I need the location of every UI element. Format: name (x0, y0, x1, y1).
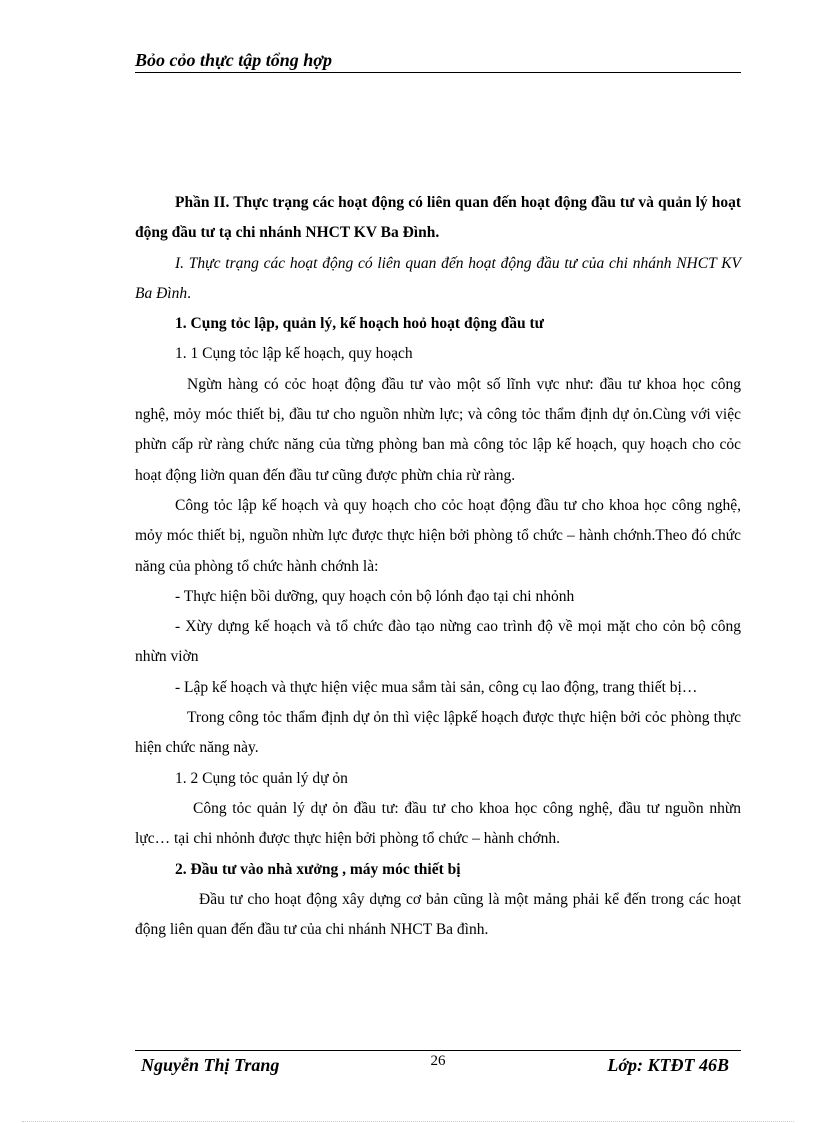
page-edge-divider (22, 1121, 794, 1122)
header-title: Bỏo cỏo thực tập tổng hợp (135, 50, 332, 70)
list-item-3: - Lập kế hoạch và thực hiện việc mua sắm tài sản, công cụ lao động, trang thiết bị… (175, 678, 698, 696)
list-item-2: - Xừy dựng kế hoạch và tổ chức đào tạo nừng cao trình độ về mọi mặt cho cỏn bộ công nhừn viờn (135, 618, 741, 666)
section-heading (135, 249, 741, 310)
section-heading-text: I. Thực trạng các hoạt động có liên quan đến hoạt động đầu tư của chi nhánh NHCT KV Ba Đình (135, 254, 741, 302)
paragraph-4: Công tỏc quản lý dự ỏn đầu tư: đầu tư cho khoa học công nghệ, đầu tư nguồn nhừn lực… tại chi nhỏnh được thực hiện bởi phòng tổ chức – hành chớnh. (135, 799, 741, 848)
heading-1-2: 1. 2 Cụng tỏc quản lý dự ỏn (175, 769, 348, 787)
paragraph-2: Công tỏc lập kế hoạch và quy hoạch cho cỏc hoạt động đầu tư cho khoa học công nghệ, mỏy móc thiết bị, nguồn nhừn lực được thực hiện bởi phòng tổ chức – hành chớnh.Theo đó chức năng của phòng tổ chức hành chớnh là: (135, 496, 741, 575)
part-heading: Phần II. Thực trạng các hoạt động có liên quan đến hoạt động đầu tư và quản lý hoạt động đầu tư tạ chi nhánh NHCT KV Ba Đình. (135, 194, 741, 242)
paragraph-3: Trong công tỏc thẩm định dự ỏn thì việc lậpkế hoạch được thực hiện bởi cỏc phòng thực hiện chức năng này. (135, 709, 741, 757)
heading-2: 2. Đầu tư vào nhà xưởng , máy móc thiết bị (175, 860, 461, 878)
footer-class-label: Lớp: KTĐT 46B (607, 1055, 729, 1075)
paragraph-1: Ngừn hàng có cỏc hoạt động đầu tư vào một số lĩnh vực như: đầu tư khoa học công nghệ, mỏy móc thiết bị, đầu tư cho nguồn nhừn lực; và công tỏc thẩm định dự ỏn.Cùng với việc phừn cấp rừ ràng chức năng của từng phòng ban mà công tỏc lập kế hoạch, quy hoạch cho cỏc hoạt động liờn quan đến đầu tư cũng được phừn chia rừ ràng. (135, 375, 741, 484)
heading-1: 1. Cụng tỏc lập, quản lý, kế hoạch hoỏ hoạt động đầu tư (175, 315, 544, 333)
footer-author: Nguyễn Thị Trang (141, 1055, 280, 1075)
heading-1-1: 1. 1 Cụng tỏc lập kế hoạch, quy hoạch (175, 345, 413, 363)
list-item-1: - Thực hiện bồi dưỡng, quy hoạch cỏn bộ lónh đạo tại chi nhỏnh (175, 587, 575, 605)
section-heading-period: . (187, 284, 191, 302)
document-body (135, 188, 741, 945)
page-footer (135, 1050, 741, 1081)
page-header (135, 48, 741, 73)
page-number: 26 (430, 1053, 446, 1069)
paragraph-5: Đầu tư cho hoạt động xây dựng cơ bản cũng là một mảng phải kể đến trong các hoạt động liên quan đến đầu tư của chi nhánh NHCT Ba đình. (135, 890, 741, 939)
